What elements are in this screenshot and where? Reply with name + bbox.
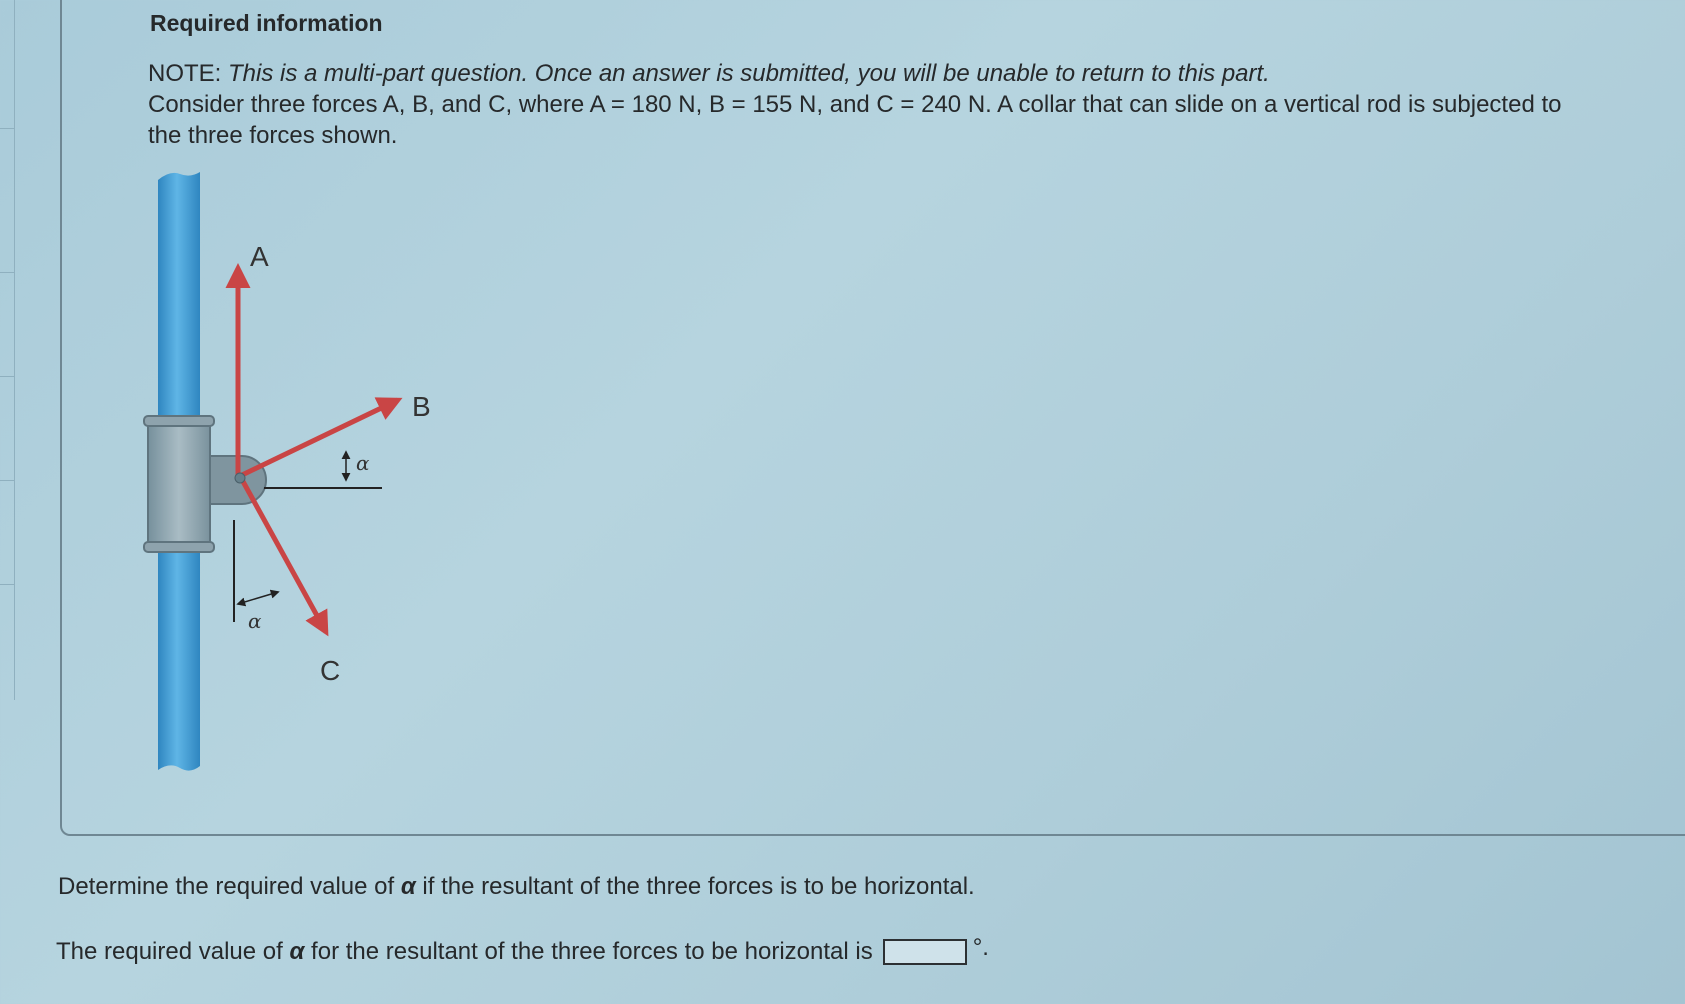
- force-b-arrow: [240, 400, 398, 476]
- collar-pin: [235, 473, 245, 483]
- angle-alpha-upper-label: α: [356, 451, 370, 475]
- collar-force-diagram: [130, 170, 450, 790]
- edge-divider: [0, 376, 14, 377]
- collar-top-ring: [144, 416, 214, 426]
- collar-bottom-ring: [144, 542, 214, 552]
- edge-divider: [0, 128, 14, 129]
- answer-text-after: for the resultant of the three forces to be horizontal is: [311, 938, 873, 965]
- note-warning: This is a multi-part question. Once an answer is submitted, you will be unable to return to this part.: [228, 60, 1270, 87]
- answer-text-before: The required value of: [56, 938, 283, 965]
- note-label: NOTE:: [148, 60, 222, 87]
- answer-alpha-symbol: α: [289, 938, 305, 965]
- question-text-before: Determine the required value of: [58, 873, 395, 900]
- answer-row: [56, 934, 989, 966]
- question-prompt: [58, 873, 975, 901]
- edge-divider: [0, 584, 14, 585]
- section-heading: Required information: [150, 10, 383, 36]
- angle-alpha-lower-indicator: [238, 592, 278, 604]
- alpha-answer-input[interactable]: [883, 939, 967, 965]
- problem-text: Consider three forces A, B, and C, where A = 180 N, B = 155 N, and C = 240 N. A collar that can slide on a vertical rod is subjected to the three forces shown.: [148, 91, 1562, 149]
- collar-body: [148, 420, 210, 548]
- question-text-after: if the resultant of the three forces is to be horizontal.: [422, 873, 975, 900]
- question-alpha-symbol: α: [400, 873, 416, 900]
- force-c-label: C: [320, 655, 341, 686]
- force-a-label: A: [250, 241, 269, 272]
- angle-alpha-lower-label: α: [248, 609, 262, 633]
- edge-divider: [0, 480, 14, 481]
- degree-unit: °.: [972, 934, 989, 961]
- page-left-edge: [0, 0, 15, 700]
- edge-divider: [0, 272, 14, 273]
- force-b-label: B: [412, 391, 431, 422]
- problem-statement: [148, 58, 1588, 151]
